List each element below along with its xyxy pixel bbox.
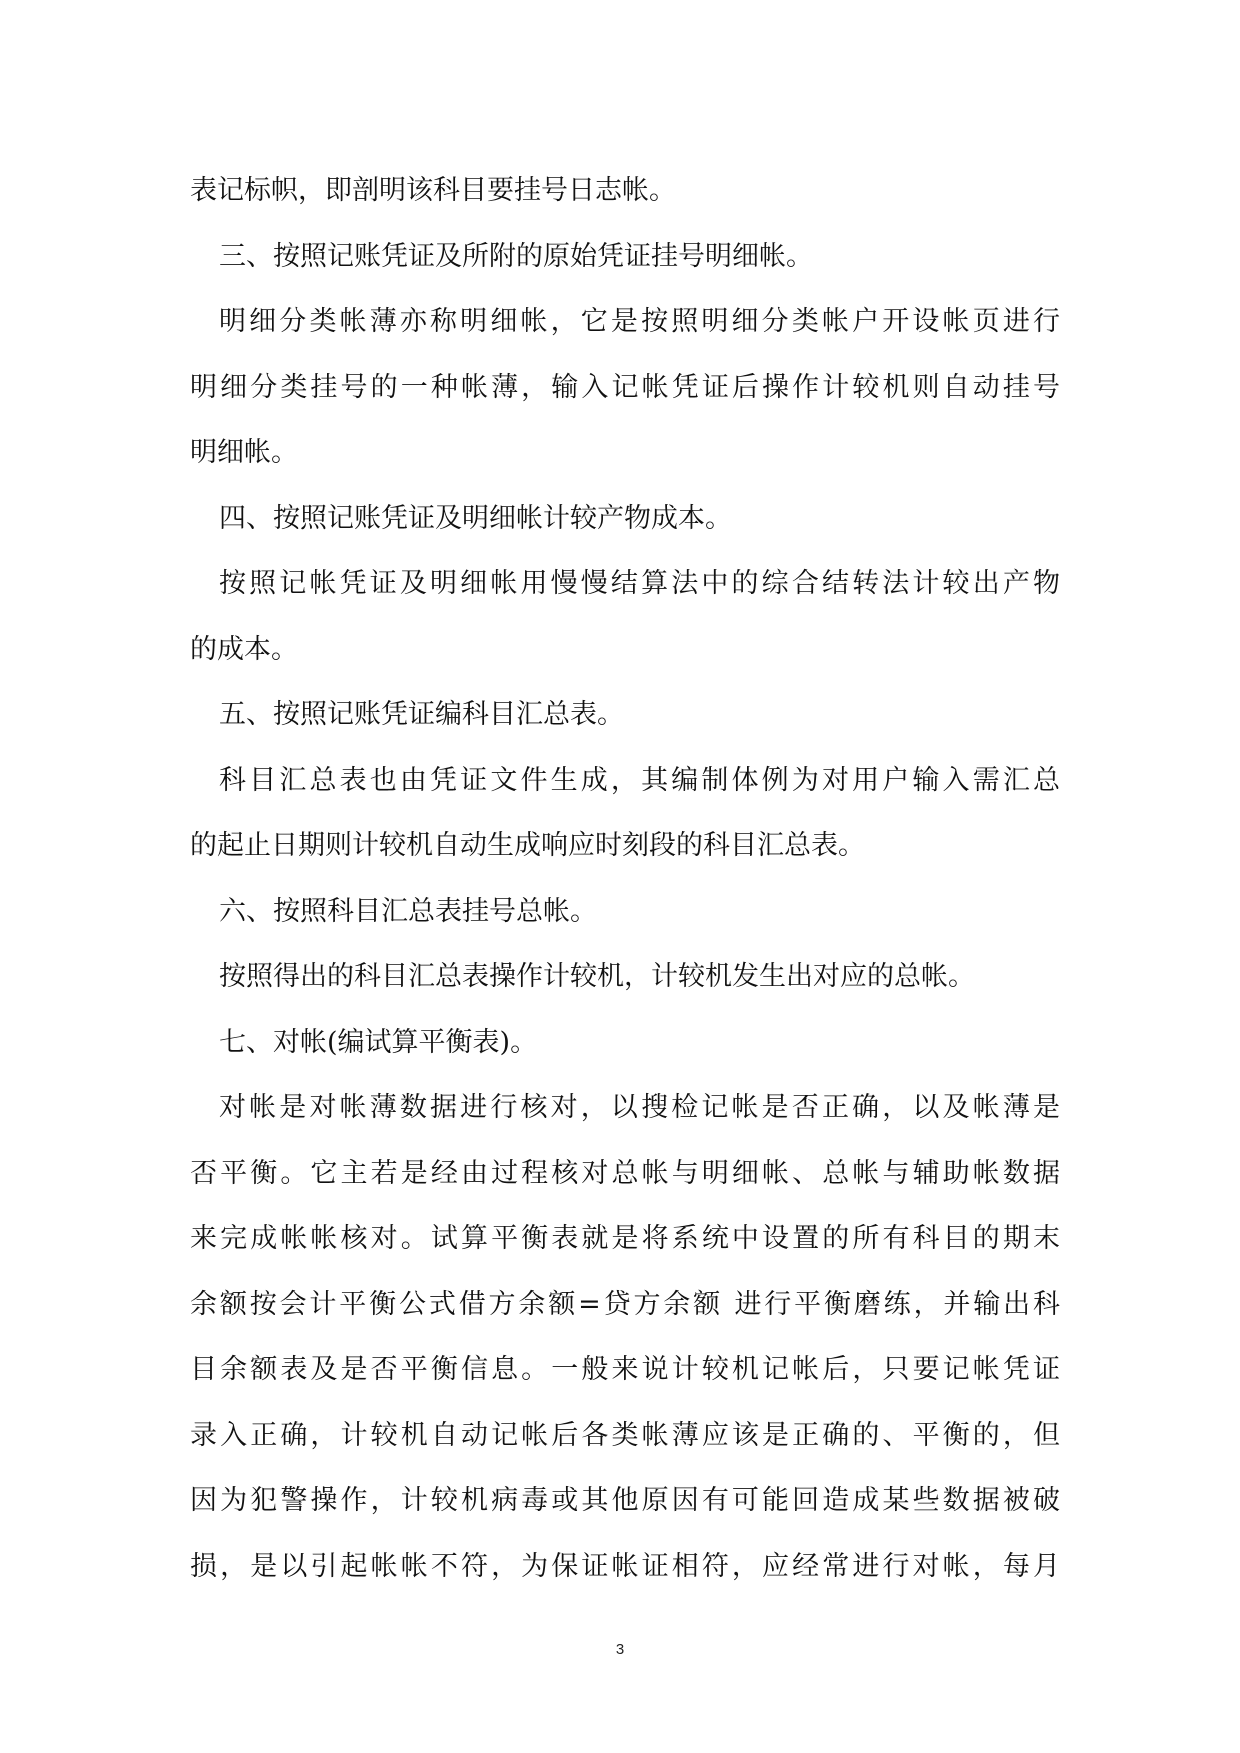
text-line: 四、按照记账凭证及明细帐计较产物成本。 [219, 502, 732, 534]
body-text [190, 158, 1060, 1599]
text-line: 对帐是对帐薄数据进行核对，以搜检记帐是否正确，以及帐薄是 [219, 1092, 1060, 1123]
text-line: 明细分类挂号的一种帐薄，输入记帐凭证后操作计较机则自动挂号 [190, 371, 1060, 403]
text-line: 表记标帜，即剖明该科目要挂号日志帐。 [190, 175, 676, 206]
text-line: 的起止日期则计较机自动生成响应时刻段的科目汇总表。 [190, 830, 865, 861]
text-line: 因为犯警操作，计较机病毒或其他原因有可能回造成某些数据被破 [190, 1485, 1060, 1516]
text-line: 目余额表及是否平衡信息。一般来说计较机记帐后，只要记帐凭证 [190, 1354, 1060, 1385]
text-line: 科目汇总表也由凭证文件生成，其编制体例为对用户输入需汇总 [219, 764, 1060, 796]
text-line: 明细分类帐薄亦称明细帐，它是按照明细分类帐户开设帐页进行 [219, 306, 1060, 337]
text-line: 六、按照科目汇总表挂号总帐。 [219, 895, 597, 927]
text-line: 的成本。 [190, 633, 298, 665]
text-line: 明细帐。 [190, 437, 298, 468]
text-line: 否平衡。它主若是经由过程核对总帐与明细帐、总帐与辅助帐数据 [190, 1157, 1060, 1189]
text-line: 七、对帐(编试算平衡表)。 [219, 1026, 538, 1058]
text-line: 按照记帐凭证及明细帐用慢慢结算法中的综合结转法计较出产物 [219, 568, 1060, 599]
text-line: 三、按照记账凭证及所附的原始凭证挂号明细帐。 [219, 240, 813, 272]
text-line: 按照得出的科目汇总表操作计较机，计较机发生出对应的总帐。 [219, 961, 975, 992]
text-line: 来完成帐帐核对。试算平衡表就是将系统中设置的所有科目的期末 [190, 1223, 1060, 1254]
text-line: 余额按会计平衡公式借方余额=贷方余额 进行平衡磨练，并输出科 [190, 1288, 1060, 1320]
text-line: 五、按照记账凭证编科目汇总表。 [219, 699, 624, 730]
text-line: 录入正确，计较机自动记帐后各类帐薄应该是正确的、平衡的，但 [190, 1419, 1060, 1451]
text-line: 损，是以引起帐帐不符，为保证帐证相符，应经常进行对帐，每月 [190, 1550, 1060, 1582]
page-number: 3 [615, 1641, 625, 1658]
